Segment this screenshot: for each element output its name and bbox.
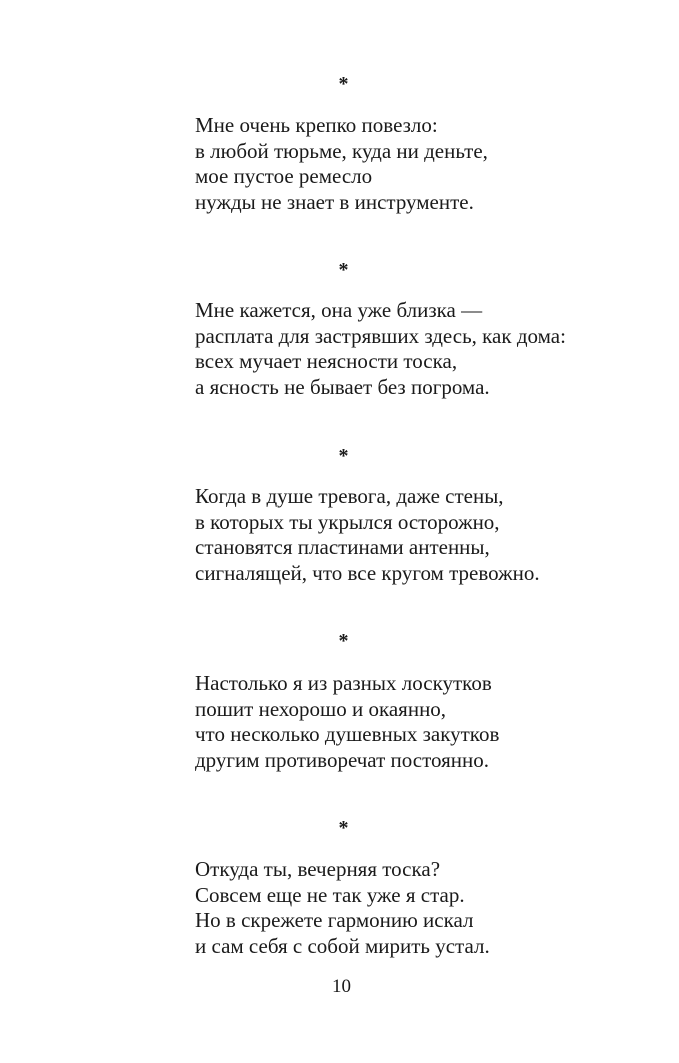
poem-line: становятся пластинами антенны, — [195, 535, 490, 559]
poem-line: расплата для застрявших здесь, как дома: — [195, 323, 566, 348]
poem-line: в любой тюрьме, куда ни деньте, — [195, 138, 488, 163]
poem-line: в которых ты укрылся осторожно, — [195, 509, 500, 534]
poem-line: что несколько душевных закутков — [195, 722, 500, 746]
poem-line: сигналящей, что все кругом тревожно. — [195, 560, 540, 585]
poem-quatrain — [195, 298, 635, 400]
poem-line: другим противоречат постоянно. — [195, 747, 489, 772]
poem-line: Откуда ты, вечерняя тоска? — [195, 857, 441, 881]
page-number: 10 — [332, 976, 351, 997]
stanza-separator: * — [338, 259, 349, 281]
poem-line: мое пустое ремесло — [195, 164, 373, 188]
poem-line: Мне кажется, она уже близка — — [195, 298, 483, 322]
stanza-separator: * — [338, 73, 349, 95]
stanza-separator: * — [338, 445, 349, 467]
stanza-separator: * — [338, 630, 349, 652]
poem-line: Когда в душе тревога, даже стены, — [195, 484, 504, 508]
stanza-separator: * — [338, 817, 349, 839]
poem-quatrain — [195, 671, 635, 773]
poem-line: а ясность не бывает без погрома. — [195, 374, 490, 399]
poem-quatrain — [195, 113, 635, 215]
poem-line: нужды не знает в инструменте. — [195, 189, 474, 214]
poem-line: Но в скрежете гармонию искал — [195, 908, 474, 932]
poem-line: Мне очень крепко повезло: — [195, 113, 438, 137]
poem-line: пошит нехорошо и окаянно, — [195, 696, 447, 721]
poem-quatrain — [195, 484, 635, 586]
poem-line: всех мучает неясности тоска, — [195, 349, 458, 373]
poem-line: и сам себя с собой мирить устал. — [195, 933, 490, 958]
poem-line: Совсем еще не так уже я стар. — [195, 882, 465, 907]
poem-quatrain — [195, 857, 635, 959]
poem-line: Настолько я из разных лоскутков — [195, 671, 492, 695]
